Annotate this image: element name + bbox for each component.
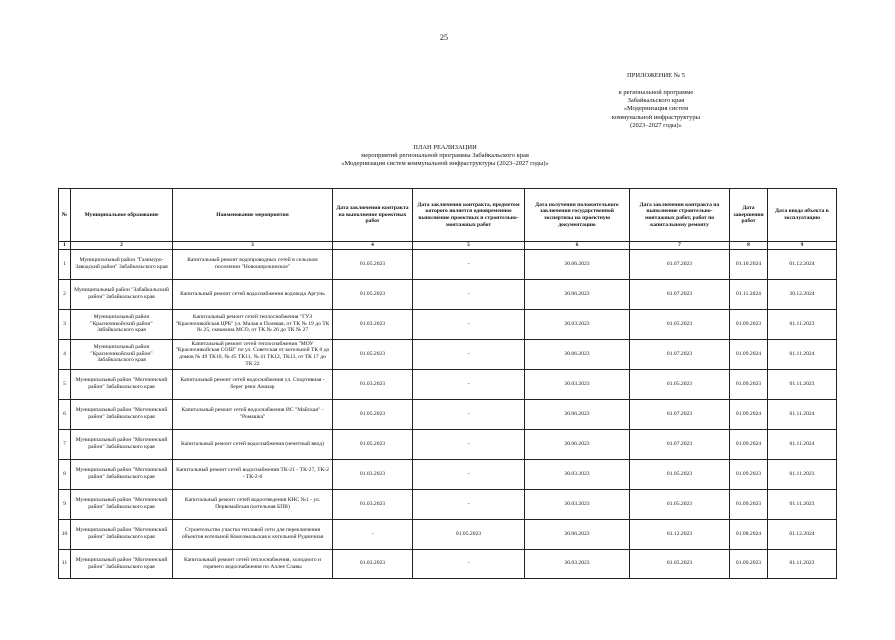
table-row: [59, 279, 837, 309]
cell-completion-date: 01.09.2024: [730, 429, 768, 459]
cell-completion-date: 01.09.2023: [730, 369, 768, 399]
cell-col-number: 3: [59, 309, 71, 339]
cell-measure-name: Капитальный ремонт сетей водоснабжения (нечетный ввод): [173, 429, 333, 459]
cell-design-build-contract-date: -: [413, 459, 525, 489]
cell-expertise-date: 30.03.2023: [525, 489, 630, 519]
cell-measure-name: Строительство участка тепловой сети для переключения объектов котельной Комсомольская к котельной Рудничная: [173, 519, 333, 549]
cell-design-build-contract-date: -: [413, 249, 525, 279]
column-number: 4: [333, 242, 413, 250]
cell-measure-name: Капитальный ремонт сетей теплоснабжения "МОУ "Красночикойская СОШ" по ул. Советская от котельной ТК 0 до домов № 49 ТК10, № 45 ТК11, № 41 ТК12, ТК13, от ТК 17 до ТК 22: [173, 339, 333, 369]
column-number: 3: [173, 242, 333, 250]
cell-commissioning-date: 30.12.2024: [768, 279, 837, 309]
table-row: [59, 369, 837, 399]
cell-measure-name: Капитальный ремонт сетей теплоснабжения, холодного и горячего водоснабжения по Аллее Славы: [173, 549, 333, 578]
cell-design-contract-date: 01.05.2023: [333, 279, 413, 309]
cell-design-contract-date: 01.05.2023: [333, 399, 413, 429]
column-header-measure-name: Наименование мероприятия: [173, 189, 333, 242]
cell-col-number: 9: [59, 489, 71, 519]
cell-commissioning-date: 01.11.2023: [768, 459, 837, 489]
column-header-commissioning-date: Дата ввода объекта в эксплуатацию: [768, 189, 837, 242]
cell-construction-contract-date: 01.05.2023: [630, 489, 730, 519]
column-header-municipality: Муниципальное образование: [71, 189, 173, 242]
cell-col-number: 8: [59, 459, 71, 489]
cell-construction-contract-date: 01.05.2023: [630, 369, 730, 399]
cell-design-build-contract-date: 01.05.2023: [413, 519, 525, 549]
cell-design-contract-date: 01.05.2023: [333, 429, 413, 459]
cell-col-number: 5: [59, 369, 71, 399]
cell-col-number: 2: [59, 279, 71, 309]
cell-construction-contract-date: 01.05.2023: [630, 309, 730, 339]
cell-commissioning-date: 01.12.2024: [768, 249, 837, 279]
cell-measure-name: Капитальный ремонт водопроводных сетей в сельском поселении "Новоширокинское": [173, 249, 333, 279]
cell-col-number: 7: [59, 429, 71, 459]
appendix-line: Забайкальского края: [627, 97, 685, 105]
cell-municipality: Муниципальный район "Могочинский район" Забайкальского края: [71, 429, 173, 459]
cell-col-number: 11: [59, 549, 71, 578]
cell-municipality: Муниципальный район "Красночикойский район" Забайкальского края: [71, 309, 173, 339]
table-row: [59, 549, 837, 578]
cell-col-number: 6: [59, 399, 71, 429]
cell-design-contract-date: 01.03.2023: [333, 549, 413, 578]
cell-expertise-date: 30.03.2023: [525, 549, 630, 578]
cell-commissioning-date: 01.11.2023: [768, 309, 837, 339]
cell-commissioning-date: 01.11.2024: [768, 429, 837, 459]
cell-commissioning-date: 01.11.2023: [768, 369, 837, 399]
cell-design-build-contract-date: -: [413, 279, 525, 309]
cell-completion-date: 01.11.2024: [730, 279, 768, 309]
cell-expertise-date: 30.03.2023: [525, 309, 630, 339]
cell-commissioning-date: 01.11.2023: [768, 549, 837, 578]
cell-expertise-date: 30.06.2023: [525, 279, 630, 309]
cell-municipality: Муниципальный район "Могочинский район" Забайкальского края: [71, 519, 173, 549]
cell-measure-name: Капитальный ремонт сетей водоотведения КНС №1 - ул. Первомайская (котельная БПВ): [173, 489, 333, 519]
cell-municipality: Муниципальный район "Могочинский район" Забайкальского края: [71, 489, 173, 519]
cell-col-number: 10: [59, 519, 71, 549]
cell-commissioning-date: 01.11.2024: [768, 399, 837, 429]
cell-design-build-contract-date: -: [413, 429, 525, 459]
cell-construction-contract-date: 01.07.2023: [630, 429, 730, 459]
cell-design-contract-date: 01.03.2023: [333, 459, 413, 489]
cell-construction-contract-date: 01.05.2023: [630, 459, 730, 489]
cell-expertise-date: 30.03.2023: [525, 369, 630, 399]
appendix-block: [612, 72, 700, 130]
plan-title: ПЛАН РЕАЛИЗАЦИИ: [413, 144, 477, 151]
table-row: [59, 459, 837, 489]
cell-municipality: Муниципальный район "Могочинский район" Забайкальского края: [71, 459, 173, 489]
cell-municipality: Муниципальный район "Красночикойский район" Забайкальского края: [71, 339, 173, 369]
table-row: [59, 429, 837, 459]
cell-completion-date: 01.08.2024: [730, 519, 768, 549]
appendix-line: к региональной программе: [618, 89, 694, 97]
column-header-col-number: №: [59, 189, 71, 242]
cell-commissioning-date: 01.11.2024: [768, 339, 837, 369]
cell-commissioning-date: 01.11.2023: [768, 489, 837, 519]
cell-design-contract-date: -: [333, 519, 413, 549]
cell-completion-date: 01.09.2023: [730, 489, 768, 519]
cell-measure-name: Капитальный ремонт сетей водоснабжения водовода Аргунь: [173, 279, 333, 309]
cell-construction-contract-date: 01.07.2023: [630, 339, 730, 369]
appendix-line: (2023–2027 годы)»: [630, 121, 682, 129]
appendix-line: «Модернизация систем: [623, 105, 689, 113]
table-row: [59, 249, 837, 279]
cell-construction-contract-date: 01.05.2023: [630, 549, 730, 578]
plan-heading: [300, 144, 590, 168]
cell-expertise-date: 30.06.2023: [525, 249, 630, 279]
page-number: 25: [440, 33, 448, 42]
cell-measure-name: Капитальный ремонт сетей теплоснабжения "ГУЗ "Красночикойская ЦРБ" ул. Малая и Полевая, от ТК № 19 до ТК № 25, скважина МСО, от ТК № 26 до ТК № 27: [173, 309, 333, 339]
column-number: 1: [59, 242, 71, 250]
plan-subtitle: «Модернизация систем коммунальной инфраструктуры (2023–2027 годы)»: [341, 160, 549, 168]
cell-completion-date: 01.09.2023: [730, 549, 768, 578]
table-row: [59, 309, 837, 339]
column-number: 7: [630, 242, 730, 250]
column-header-design-build-contract-date: Дата заключения контракта, предметом которого является одновременное выполнение проектных и строительно-монтажных работ: [413, 189, 525, 242]
appendix-title: ПРИЛОЖЕНИЕ № 5: [627, 72, 685, 79]
cell-design-contract-date: 01.03.2023: [333, 309, 413, 339]
cell-completion-date: 01.10.2024: [730, 249, 768, 279]
cell-design-build-contract-date: -: [413, 369, 525, 399]
column-number: 9: [768, 242, 837, 250]
column-header-design-contract-date: Дата заключения контракта на выполнение проектных работ: [333, 189, 413, 242]
column-number: 2: [71, 242, 173, 250]
cell-municipality: Муниципальный район "Могочинский район" Забайкальского края: [71, 549, 173, 578]
cell-expertise-date: 30.06.2023: [525, 519, 630, 549]
column-header-construction-contract-date: Дата заключения контракта на выполнение строительно-монтажных работ, работ по капитальному ремонту: [630, 189, 730, 242]
cell-construction-contract-date: 01.07.2023: [630, 279, 730, 309]
cell-expertise-date: 30.03.2023: [525, 459, 630, 489]
cell-design-build-contract-date: -: [413, 549, 525, 578]
cell-expertise-date: 30.06.2023: [525, 339, 630, 369]
cell-construction-contract-date: 01.07.2023: [630, 399, 730, 429]
column-header-expertise-date: Дата получения положительного заключения государственной экспертизы на проектную документацию: [525, 189, 630, 242]
column-number: 5: [413, 242, 525, 250]
table-row: [59, 339, 837, 369]
plan-subtitle: мероприятий региональной программы Забайкальского края: [361, 152, 529, 160]
cell-design-contract-date: 01.05.2023: [333, 339, 413, 369]
cell-construction-contract-date: 01.07.2023: [630, 249, 730, 279]
cell-design-contract-date: 01.05.2023: [333, 249, 413, 279]
cell-col-number: 1: [59, 249, 71, 279]
cell-municipality: Муниципальный район "Могочинский район" Забайкальского края: [71, 399, 173, 429]
cell-design-build-contract-date: -: [413, 339, 525, 369]
cell-design-contract-date: 01.03.2023: [333, 369, 413, 399]
table-row: [59, 489, 837, 519]
cell-construction-contract-date: 01.12.2023: [630, 519, 730, 549]
cell-expertise-date: 30.06.2023: [525, 429, 630, 459]
table-row: [59, 399, 837, 429]
cell-measure-name: Капитальный ремонт сетей водоснабжения ул. Спортивная - берег реки Амазар: [173, 369, 333, 399]
cell-municipality: Муниципальный район "Газимуро-Заводский район" Забайкальского края: [71, 249, 173, 279]
cell-design-build-contract-date: -: [413, 489, 525, 519]
appendix-line: коммунальной инфраструктуры: [611, 113, 700, 121]
cell-completion-date: 01.09.2024: [730, 399, 768, 429]
cell-measure-name: Капитальный ремонт сетей водоснабжения ТК-21 - ТК-27, ТК-2 - ТК-2-6: [173, 459, 333, 489]
column-number: 6: [525, 242, 630, 250]
implementation-plan-table: [58, 188, 837, 579]
cell-completion-date: 01.09.2023: [730, 459, 768, 489]
cell-commissioning-date: 01.12.2024: [768, 519, 837, 549]
cell-design-contract-date: 01.03.2023: [333, 489, 413, 519]
cell-col-number: 4: [59, 339, 71, 369]
cell-municipality: Муниципальный район "Могочинский район" Забайкальского края: [71, 369, 173, 399]
column-header-completion-date: Дата завершения работ: [730, 189, 768, 242]
cell-design-build-contract-date: -: [413, 309, 525, 339]
column-number: 8: [730, 242, 768, 250]
cell-expertise-date: 30.06.2023: [525, 399, 630, 429]
cell-completion-date: 01.09.2023: [730, 309, 768, 339]
cell-municipality: Муниципальный район "Забайкальский район" Забайкальского края: [71, 279, 173, 309]
table-row: [59, 519, 837, 549]
cell-completion-date: 01.09.2024: [730, 339, 768, 369]
cell-measure-name: Капитальный ремонт сетей водоснабжения ИС "Майская" - "Ромашка": [173, 399, 333, 429]
cell-design-build-contract-date: -: [413, 399, 525, 429]
